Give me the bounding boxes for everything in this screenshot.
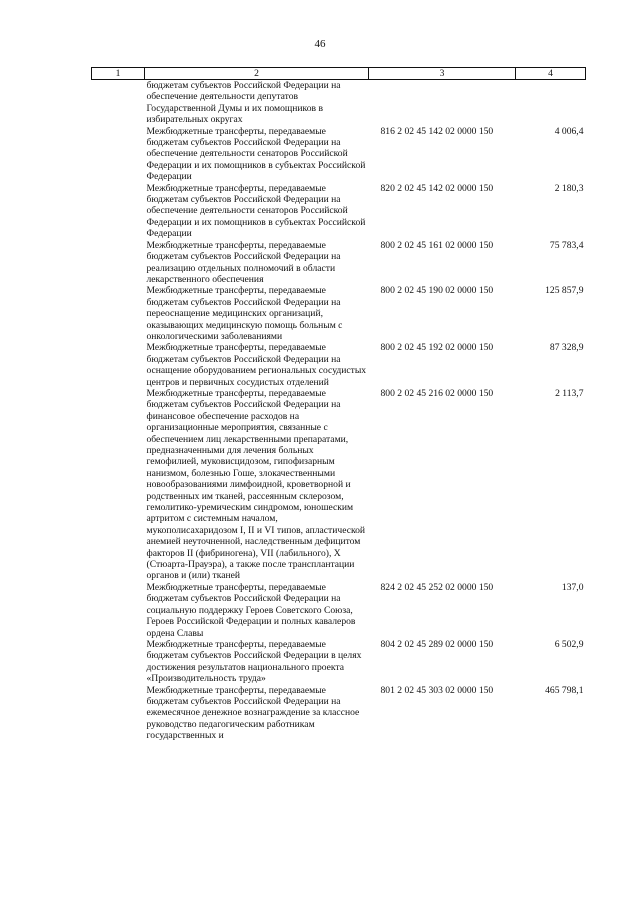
row-budget-code: 820 2 02 45 142 02 0000 150 (380, 182, 494, 194)
row-amount: 4 006,4 (554, 125, 584, 137)
row-number-cell (92, 285, 145, 342)
row-budget-code: 804 2 02 45 289 02 0000 150 (380, 638, 494, 650)
row-description: Межбюджетные трансферты, передаваемые бюджетам субъектов Российской Федерации на переоснащение медицинских организаций, оказывающих медицинскую помощь больным с онкологическими заболеваниями (146, 285, 343, 342)
row-budget-code (369, 80, 516, 126)
table-row (92, 183, 586, 240)
budget-table (91, 67, 586, 742)
row-number-cell (92, 126, 145, 183)
row-budget-code: 800 2 02 45 192 02 0000 150 (380, 342, 494, 354)
row-number-cell (92, 639, 145, 685)
row-amount: 137,0 (561, 581, 584, 593)
table-row (92, 80, 586, 126)
table-row (92, 685, 586, 742)
row-budget-code: 800 2 02 45 190 02 0000 150 (380, 285, 494, 297)
row-amount: 6 502,9 (554, 638, 584, 650)
row-description: Межбюджетные трансферты, передаваемые бюджетам субъектов Российской Федерации на ежемесячное денежное вознаграждение за классное руководство педагогическим работникам государственных и (146, 684, 360, 742)
row-amount: 2 180,3 (554, 182, 584, 194)
row-number-cell (92, 582, 145, 639)
row-description: Межбюджетные трансферты, передаваемые бюджетам субъектов Российской Федерации на обеспечение деятельности сенаторов Российской Федерации и их помощников в субъектах Российской Федерации (146, 182, 366, 240)
row-budget-code: 800 2 02 45 216 02 0000 150 (380, 387, 494, 399)
row-description: Межбюджетные трансферты, передаваемые бюджетам субъектов Российской Федерации на оснащение оборудованием региональных сосудистых центров и первичных сосудистых отделений (146, 342, 367, 388)
table-row (92, 582, 586, 639)
row-description: бюджетам субъектов Российской Федерации на обеспечение деятельности депутатов Государственной Думы и их помощников в избирательных округах (146, 80, 341, 126)
column-header-1: 1 (92, 68, 145, 80)
row-amount: 465 798,1 (545, 684, 584, 696)
row-description: Межбюджетные трансферты, передаваемые бюджетам субъектов Российской Федерации на обеспечение деятельности сенаторов Российской Федерации и их помощников в субъектах Российской Федерации (146, 125, 366, 183)
row-number-cell (92, 240, 145, 286)
row-number-cell (92, 342, 145, 388)
table-row (92, 240, 586, 286)
page-number: 46 (314, 38, 326, 50)
table-row (92, 285, 586, 342)
row-budget-code: 824 2 02 45 252 02 0000 150 (380, 581, 494, 593)
table-row (92, 388, 586, 582)
row-number-cell (92, 685, 145, 742)
row-amount: 125 857,9 (545, 285, 584, 297)
row-description: Межбюджетные трансферты, передаваемые бюджетам субъектов Российской Федерации в целях достижения результатов национального проекта «Производительность труда» (146, 638, 362, 685)
row-amount: 87 328,9 (549, 342, 584, 354)
row-budget-code: 816 2 02 45 142 02 0000 150 (380, 125, 494, 137)
row-number-cell (92, 388, 145, 582)
row-budget-code: 800 2 02 45 161 02 0000 150 (380, 239, 494, 251)
row-number-cell (92, 80, 145, 126)
row-amount (516, 80, 586, 126)
table-row (92, 342, 586, 388)
table-row (92, 639, 586, 685)
row-description: Межбюджетные трансферты, передаваемые бюджетам субъектов Российской Федерации на реализацию отдельных полномочий в области лекарственного обеспечения (146, 239, 341, 285)
row-amount: 2 113,7 (555, 387, 584, 399)
row-budget-code: 801 2 02 45 303 02 0000 150 (380, 684, 494, 696)
row-description: Межбюджетные трансферты, передаваемые бюджетам субъектов Российской Федерации на социальную поддержку Героев Советского Союза, Героев Российской Федерации и полных кавалеров ордена Славы (146, 581, 356, 639)
table-header-row (92, 68, 586, 80)
column-header-3: 3 (369, 68, 516, 80)
row-amount: 75 783,4 (549, 239, 584, 251)
row-number-cell (92, 183, 145, 240)
table-row (92, 126, 586, 183)
row-description: Межбюджетные трансферты, передаваемые бюджетам субъектов Российской Федерации на финансовое обеспечение расходов на организационные мероприятия, связанные с обеспечением лиц лекарственными препаратами, предназначенными для лечения больных гемофилией, муковисцидозом, гипофизарным нанизмом, болезнью Гоше, злокачественными новообразованиями лимфоидной, кроветворной и родственных им тканей, рассеянным склерозом, гемолитико-уремическим синдромом, юношеским артритом с системным началом, мукополисахаридозом I, II и VI типов, апластической анемией неуточненной, наследственным дефицитом факторов II (фибриногена), VII (лабильного), X (Стюарта-Прауэра), а также после трансплантации органов и (или) тканей (146, 387, 366, 582)
column-header-4: 4 (516, 68, 586, 80)
column-header-2: 2 (145, 68, 369, 80)
